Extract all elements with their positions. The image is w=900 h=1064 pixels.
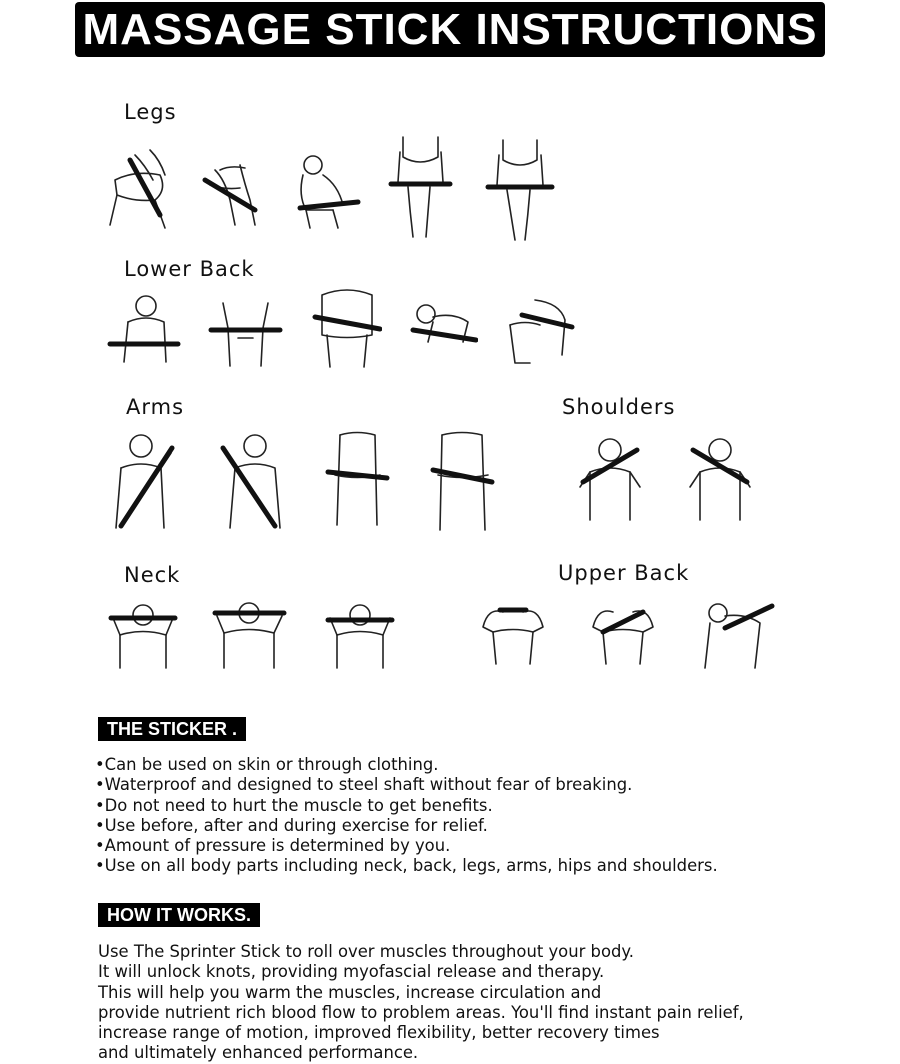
lower-back-illustration-2 [208, 298, 283, 368]
how-it-works-line: provide nutrient rich blood flow to problem areas. You'll find instant pain relief, [98, 1002, 744, 1022]
how-it-works-line: increase range of motion, improved flexibility, better recovery times [98, 1023, 660, 1043]
arms-illustration-1 [106, 428, 181, 533]
lower-back-illustration-3 [312, 285, 382, 370]
section-label-shoulders: Shoulders [562, 395, 676, 419]
neck-illustration-3 [325, 600, 395, 670]
page-title: MASSAGE STICK INSTRUCTIONS [75, 2, 825, 57]
how-it-works-line: This will help you warm the muscles, increase circulation and [98, 982, 602, 1002]
sticker-bullet: •Can be used on skin or through clothing. [95, 755, 439, 774]
section-label-neck: Neck [124, 563, 181, 587]
lower-back-illustration-1 [106, 292, 181, 367]
legs-illustration-3 [288, 150, 363, 230]
lower-back-illustration-4 [408, 302, 478, 347]
section-label-upper-back: Upper Back [558, 561, 690, 585]
section-label-arms: Arms [126, 395, 185, 419]
sticker-bullet-list [95, 755, 718, 877]
sticker-bullet: •Waterproof and designed to steel shaft without fear of breaking. [95, 775, 633, 795]
section-label-lower-back: Lower Back [124, 257, 255, 281]
sticker-bullet: •Amount of pressure is determined by you. [95, 836, 451, 856]
legs-illustration-4 [388, 132, 453, 242]
sticker-heading: THE STICKER . [98, 717, 246, 741]
neck-illustration-2 [212, 598, 287, 670]
sticker-bullet: •Use on all body parts including neck, back, legs, arms, hips and shoulders. [95, 856, 718, 876]
arms-illustration-2 [215, 428, 290, 533]
shoulders-illustration-2 [685, 432, 755, 522]
upper-back-illustration-3 [700, 598, 775, 670]
neck-illustration-1 [108, 600, 178, 670]
arms-illustration-4 [430, 430, 495, 535]
legs-illustration-2 [200, 160, 265, 230]
how-it-works-heading: HOW IT WORKS. [98, 903, 260, 927]
shoulders-illustration-1 [575, 432, 645, 522]
arms-illustration-3 [325, 430, 390, 530]
how-it-works-line: and ultimately enhanced performance. [98, 1043, 419, 1063]
lower-back-illustration-5 [500, 295, 575, 367]
upper-back-illustration-1 [478, 602, 548, 667]
legs-illustration-1 [105, 140, 180, 230]
how-it-works-line: Use The Sprinter Stick to roll over muscles throughout your body. [98, 942, 634, 961]
section-label-legs: Legs [124, 100, 177, 124]
legs-illustration-5 [485, 135, 555, 245]
sticker-bullet: •Use before, after and during exercise for relief. [95, 815, 488, 835]
sticker-bullet: •Do not need to hurt the muscle to get benefits. [95, 795, 493, 815]
how-it-works-line: It will unlock knots, providing myofascial release and therapy. [98, 962, 605, 982]
upper-back-illustration-2 [588, 602, 658, 667]
how-it-works-text [98, 942, 744, 1064]
